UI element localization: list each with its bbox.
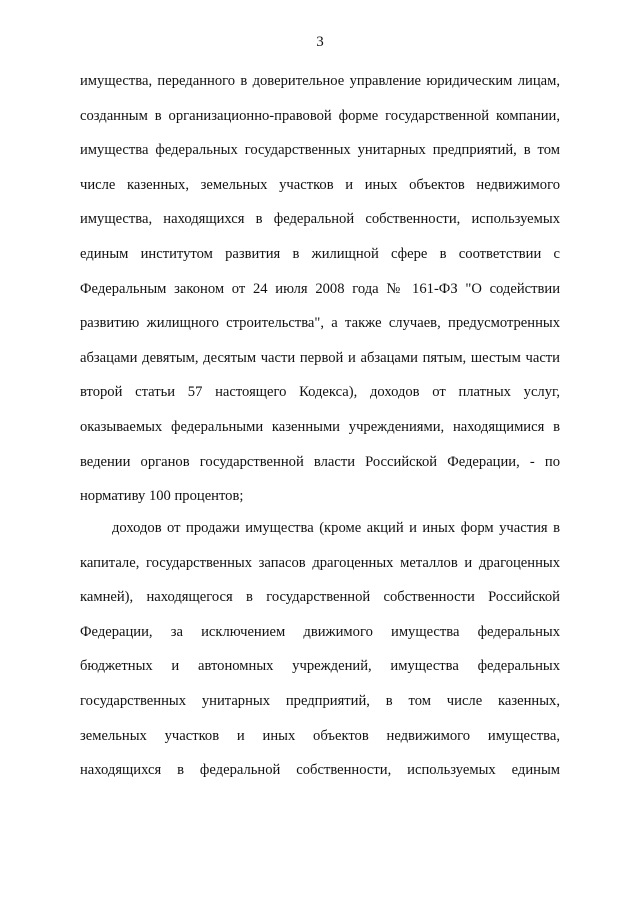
text-line: созданным в организационно-правовой форме государственной компании, [80,107,560,124]
text-line: абзацами девятым, десятым части первой и абзацами пятым, шестым части [80,349,560,366]
text-line: развитию жилищного строительства", а также случаев, предусмотренных [80,315,560,332]
text-line: Федерации, за исключением движимого имущества федеральных [80,623,560,640]
text-line: камней), находящегося в государственной собственности Российской [80,589,560,606]
paragraph-property-sales [80,519,560,796]
text-line: оказываемых федеральными казенными учреждениями, находящимися в [80,418,560,435]
text-line: государственных унитарных предприятий, в том числе казенных, [80,692,560,709]
text-line: капитале, государственных запасов драгоценных металлов и драгоценных [80,554,560,571]
text-line: ведении органов государственной власти Российской Федерации, - по [80,453,560,470]
text-line: доходов от продажи имущества (кроме акций и иных форм участия в [112,520,560,536]
text-line: бюджетных и автономных учреждений, имущества федеральных [80,658,560,675]
text-line: имущества, находящихся в федеральной собственности, используемых [80,211,560,228]
text-line: числе казенных, земельных участков и иных объектов недвижимого [80,176,560,193]
text-line: единым институтом развития в жилищной сфере в соответствии с [80,245,560,262]
text-line: имущества, переданного в доверительное управление юридическим лицам, [80,73,560,89]
text-line: имущества федеральных государственных унитарных предприятий, в том [80,142,560,159]
paragraph-continuation [80,72,560,522]
text-line: находящихся в федеральной собственности, используемых единым [80,762,560,779]
text-line: Федеральным законом от 24 июля 2008 года № 161-ФЗ "О содействии [80,280,560,297]
text-line: второй статьи 57 настоящего Кодекса), доходов от платных услуг, [80,384,560,401]
text-line: земельных участков и иных объектов недвижимого имущества, [80,727,560,744]
text-line: нормативу 100 процентов; [80,488,244,505]
page-number: 3 [316,34,324,50]
